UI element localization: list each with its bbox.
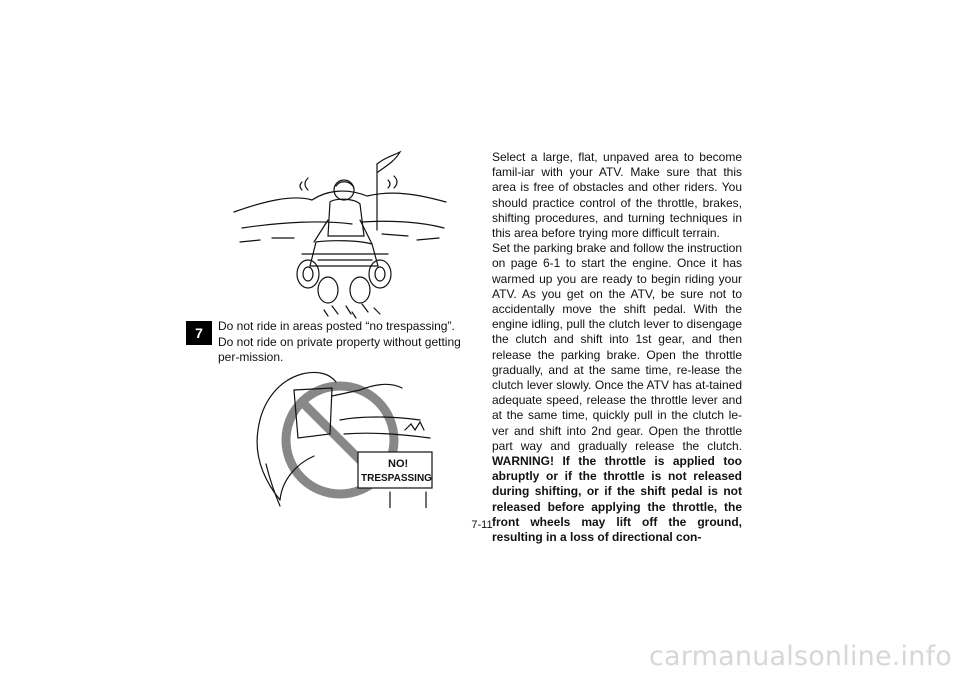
warning-text: WARNING! If the throttle is applied too abruptly or if the throttle is not released during shifting, or if the shift pedal is not released before applying the throttle, the front wheels may lift off the ground, resulting in a loss of directional con- xyxy=(492,454,742,545)
chapter-tab: 7 xyxy=(186,321,212,345)
atv-rider-illustration xyxy=(232,150,450,320)
page-number: 7-11 xyxy=(471,519,493,531)
sign-text-no: NO! xyxy=(388,458,409,470)
caption-line-2: Do not ride on private property without getting per-mission. xyxy=(218,334,461,364)
paragraph-start-riding-text: Set the parking brake and follow the instruction on page 6-1 to start the engine. Once it has warmed up you are ready to begin riding your ATV. As you get on the ATV, be sure not to accidentally move the shift pedal. With the engine idling, pull the clutch lever to disengage the clutch and shift into 1st gear, and then release the parking brake. Open the throttle gradually, and at the same time, re-lease the clutch lever slowly. Once the ATV has at-tained adequate speed, release the throttle lever and at the same time, quickly pull in the clutch le-ver and shift into 2nd gear. Open the throttle part way and gradually release the clutch. xyxy=(492,241,742,453)
paragraph-practice-area: Select a large, flat, unpaved area to become famil-iar with your ATV. Make sure that this area is free of obstacles and other riders. You should practice control of the throttle, brakes, shifting procedures, and turning techniques in this area before trying more difficult terrain. xyxy=(492,150,742,241)
no-trespassing-illustration xyxy=(240,360,440,508)
paragraph-start-riding xyxy=(492,241,742,545)
sign-text-trespassing: TRESPASSING xyxy=(361,473,432,484)
right-column-text xyxy=(492,150,742,545)
caption-line-1: Do not ride in areas posted “no trespassing”. xyxy=(218,319,455,333)
left-caption xyxy=(218,319,468,366)
watermark: carmanualsonline.info xyxy=(649,641,952,672)
